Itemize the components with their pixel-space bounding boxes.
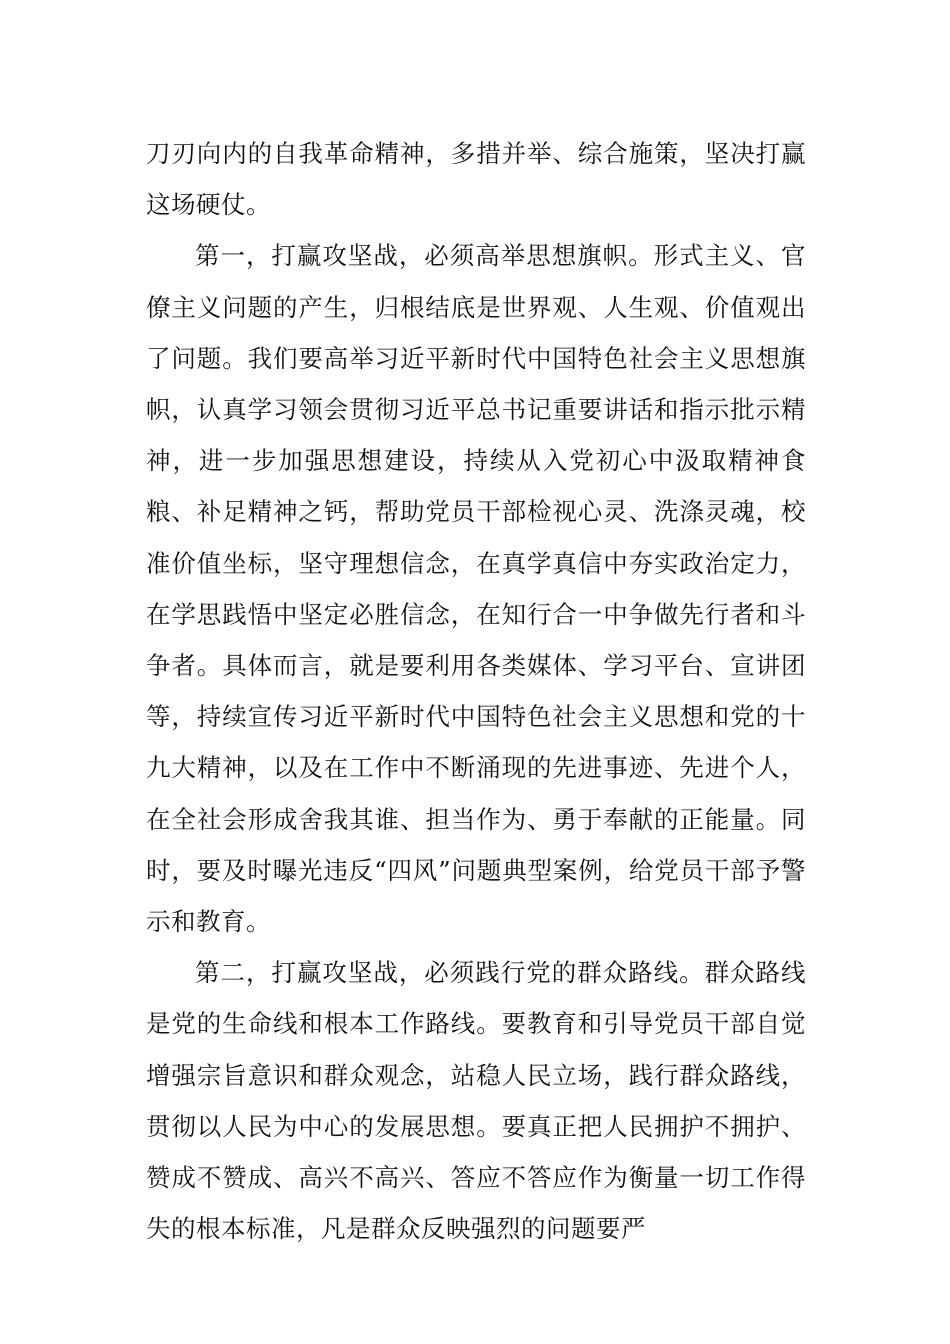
paragraph-first-point: 第一，打赢攻坚战，必须高举思想旗帜。形式主义、官僚主义问题的产生，归根结底是世界观、人生观、价值观出了问题。我们要高举习近平新时代中国特色社会主义思想旗帜，认真学习领会贯彻习近平总书记重要讲话和指示批示精神，进一步加强思想建设，持续从入党初心中汲取精神食粮、补足精神之钙，帮助党员干部检视心灵、洗涤灵魂，校准价值坐标，坚守理想信念，在真学真信中夯实政治定力，在学思践悟中坚定必胜信念，在知行合一中争做先行者和斗争者。具体而言，就是要利用各类媒体、学习平台、宣讲团等，持续宣传习近平新时代中国特色社会主义思想和党的十九大精神，以及在工作中不断涌现的先进事迹、先进个人，在全社会形成舍我其谁、担当作为、勇于奉献的正能量。同时，要及时曝光违反“四风”问题典型案例，给党员干部予警示和教育。 [146, 241, 806, 937]
document-body [146, 128, 806, 1254]
paragraph-second-point: 第二，打赢攻坚战，必须践行党的群众路线。群众路线是党的生命线和根本工作路线。要教育和引导党员干部自觉增强宗旨意识和群众观念，站稳人民立场，践行群众路线，贯彻以人民为中心的发展思想。要真正把人民拥护不拥护、赞成不赞成、高兴不高兴、答应不答应作为衡量一切工作得失的根本标准，凡是群众反映强烈的问题要严 [146, 958, 806, 1244]
paragraph-continuation: 刀刃向内的自我革命精神，多措并举、综合施策，坚决打赢这场硬仗。 [146, 139, 806, 220]
